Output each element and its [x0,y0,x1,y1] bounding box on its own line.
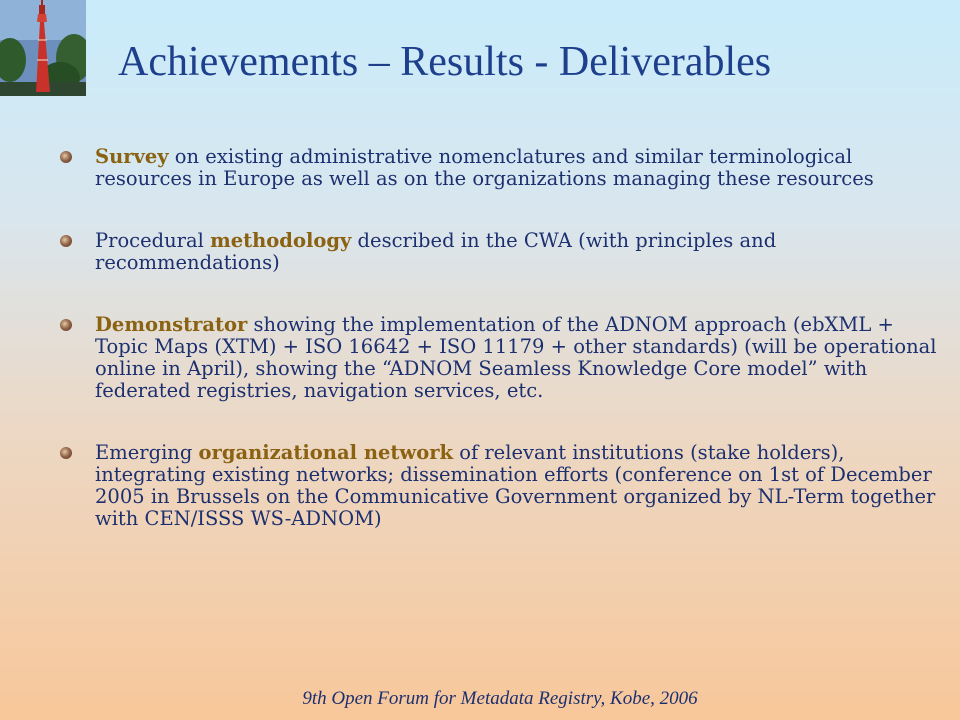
bullet-network [60,442,940,530]
bullet-methodology [60,230,940,274]
bullet-emphasis: organizational network [198,441,453,464]
kobe-tower-logo [0,0,86,96]
bullet-icon [60,319,72,331]
bullet-lead: Procedural [95,229,211,252]
bullet-emphasis: Demonstrator [95,313,248,336]
bullet-survey [60,146,940,190]
slide-title: Achievements – Results - Deliverables [118,39,772,85]
bullet-icon [60,151,72,163]
bullet-text: showing the implementation of the ADNOM approach (ebXML + Topic Maps (XTM) + ISO 16642 + ISO 11179 + other standards) (will be operational online in April), showing the “ADNOM Seamless Knowledge Core model” with federated registries, navigation services, etc. [95,313,937,402]
bullet-lead: Emerging [95,441,199,464]
bullet-text: described in the CWA (with principles and recommendations) [95,229,777,274]
bullet-text: of relevant institutions (stake holders), integrating existing networks; dissemination efforts (conference on 1st of December 2005 in Brussels on the Communicative Government organized by NL-Term together with CEN/ISSS WS-ADNOM) [95,441,936,530]
bullet-list [60,146,940,530]
bullet-emphasis: Survey [95,145,169,168]
bullet-icon [60,447,72,459]
bullet-text: on existing administrative nomenclatures and similar terminological resources in Europe as well as on the organizations managing these resources [95,145,874,190]
bullet-demonstrator [60,314,940,402]
bullet-emphasis: methodology [210,229,352,252]
slide-footer: 9th Open Forum for Metadata Registry, Kobe, 2006 [302,688,698,709]
bullet-icon [60,235,72,247]
